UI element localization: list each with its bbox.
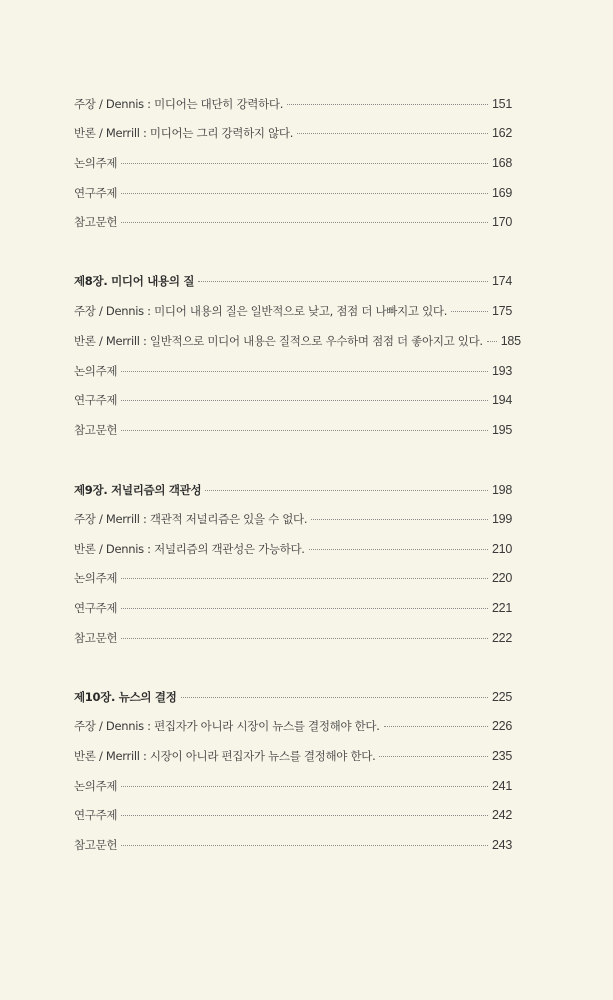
dot-leader <box>309 549 488 550</box>
toc-page-number: 235 <box>492 749 512 763</box>
toc-entry-title: 주장 / Dennis : 미디어 내용의 질은 일반적으로 낮고, 점점 더 나빠지고 있다. <box>74 304 448 318</box>
toc-page-number: 162 <box>492 126 512 140</box>
toc-entry-title: 연구주제 <box>74 186 118 200</box>
toc-page-number: 169 <box>492 186 512 200</box>
toc-entry-title: 논의주제 <box>74 779 118 793</box>
toc-entry-title: 제8장. 미디어 내용의 질 <box>74 274 195 288</box>
dot-leader <box>487 341 497 342</box>
toc-entry <box>74 600 512 616</box>
toc-entry <box>74 214 512 230</box>
toc-entry-title: 참고문헌 <box>74 631 118 645</box>
toc-entry-title: 참고문헌 <box>74 215 118 229</box>
toc-entry-title: 주장 / Dennis : 미디어는 대단히 강력하다. <box>74 97 284 111</box>
dot-leader <box>287 104 488 105</box>
toc-page-number: 194 <box>492 393 512 407</box>
toc-entry-title: 연구주제 <box>74 601 118 615</box>
toc-chapter-heading <box>74 689 512 705</box>
toc-entry-title: 반론 / Dennis : 저널리즘의 객관성은 가능하다. <box>74 542 305 556</box>
toc-entry <box>74 748 512 764</box>
toc-entry-title: 연구주제 <box>74 808 118 822</box>
dot-leader <box>121 638 488 639</box>
toc-entry <box>74 363 512 379</box>
toc-chapter-heading <box>74 273 512 289</box>
toc-entry <box>74 630 512 646</box>
toc-page-number: 198 <box>492 483 512 497</box>
toc-entry-title: 논의주제 <box>74 364 118 378</box>
toc-entry-title: 반론 / Merrill : 시장이 아니라 편집자가 뉴스를 결정해야 한다. <box>74 749 376 763</box>
dot-leader <box>311 519 488 520</box>
toc-page-number: 221 <box>492 601 512 615</box>
toc-page-number: 226 <box>492 719 512 733</box>
toc-entry <box>74 570 512 586</box>
toc-page-number: 225 <box>492 690 512 704</box>
toc-chapter-heading <box>74 482 512 498</box>
toc-entry-title: 제10장. 뉴스의 결정 <box>74 690 177 704</box>
dot-leader <box>121 608 488 609</box>
toc-page-number: 243 <box>492 838 512 852</box>
dot-leader <box>297 133 488 134</box>
toc-entry <box>74 718 512 734</box>
toc-entry <box>74 778 512 794</box>
dot-leader <box>121 193 488 194</box>
toc-page-number: 242 <box>492 808 512 822</box>
toc-page-number: 241 <box>492 779 512 793</box>
dot-leader <box>121 163 488 164</box>
toc-entry-title: 논의주제 <box>74 156 118 170</box>
toc-entry <box>74 155 512 171</box>
toc-entry <box>74 96 512 112</box>
toc-entry <box>74 541 512 557</box>
toc-entry <box>74 125 512 141</box>
toc-page-number: 220 <box>492 571 512 585</box>
dot-leader <box>451 311 488 312</box>
toc-entry <box>74 511 512 527</box>
toc-entry <box>74 333 521 349</box>
toc-page-number: 195 <box>492 423 512 437</box>
toc-entry <box>74 837 512 853</box>
toc-page-number: 185 <box>500 334 521 348</box>
toc-entry-title: 반론 / Merrill : 일반적으로 미디어 내용은 질적으로 우수하며 점점 더 좋아지고 있다. <box>74 334 483 348</box>
toc-entry-title: 제9장. 저널리즘의 객관성 <box>74 483 202 497</box>
dot-leader <box>384 726 488 727</box>
toc-page-number: 168 <box>492 156 512 170</box>
dot-leader <box>121 430 488 431</box>
toc-page-number: 199 <box>492 512 512 526</box>
toc-page-number: 193 <box>492 364 512 378</box>
toc-entry-title: 반론 / Merrill : 미디어는 그리 강력하지 않다. <box>74 126 294 140</box>
dot-leader <box>121 845 488 846</box>
dot-leader <box>181 697 488 698</box>
dot-leader <box>121 786 488 787</box>
dot-leader <box>121 371 488 372</box>
toc-page-number: 151 <box>492 97 512 111</box>
toc-entry <box>74 422 512 438</box>
toc-entry-title: 주장 / Merrill : 객관적 저널리즘은 있을 수 없다. <box>74 512 308 526</box>
toc-entry <box>74 807 512 823</box>
toc-entry <box>74 392 512 408</box>
toc-page-number: 170 <box>492 215 512 229</box>
toc-page-number: 210 <box>492 542 512 556</box>
dot-leader <box>121 222 488 223</box>
toc-entry <box>74 185 512 201</box>
dot-leader <box>205 490 488 491</box>
toc-entry-title: 참고문헌 <box>74 423 118 437</box>
dot-leader <box>198 281 488 282</box>
dot-leader <box>121 815 488 816</box>
toc-entry <box>74 303 512 319</box>
toc-entry-title: 연구주제 <box>74 393 118 407</box>
dot-leader <box>121 578 488 579</box>
toc-page-number: 175 <box>492 304 512 318</box>
toc-entry-title: 논의주제 <box>74 571 118 585</box>
dot-leader <box>121 400 488 401</box>
toc-page-number: 222 <box>492 631 512 645</box>
toc-page-number: 174 <box>492 274 512 288</box>
toc-entry-title: 주장 / Dennis : 편집자가 아니라 시장이 뉴스를 결정해야 한다. <box>74 719 380 733</box>
dot-leader <box>379 756 488 757</box>
toc-entry-title: 참고문헌 <box>74 838 118 852</box>
